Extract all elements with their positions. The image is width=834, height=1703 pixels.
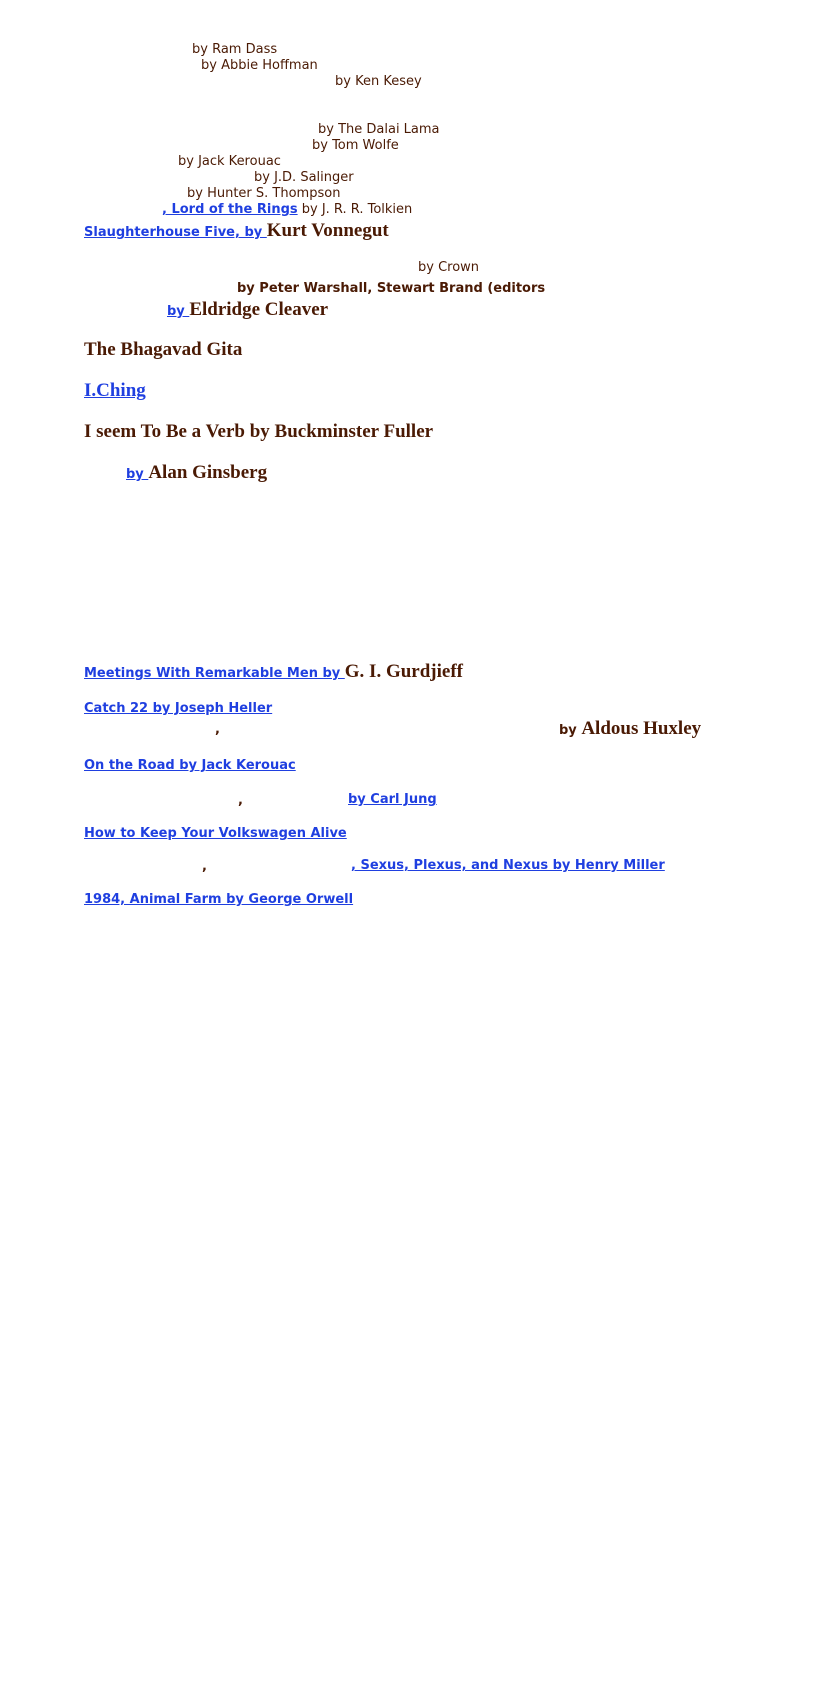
book-line-crown: by Crown (418, 260, 480, 275)
book-line-buckminster-fuller: I seem To Be a Verb by Buckminster Fuller (84, 421, 434, 442)
author-eldridge-cleaver: Eldridge Cleaver (189, 299, 329, 320)
book-link-slaughterhouse-five[interactable]: Slaughterhouse Five, by (84, 225, 267, 240)
book-line-bhagavad-gita: The Bhagavad Gita (84, 339, 243, 360)
author-aldous-huxley: Aldous Huxley (581, 718, 702, 739)
book-line-whole-earth-editors: by Peter Warshall, Stewart Brand (editors (237, 281, 546, 296)
book-line-ken-kesey: by Ken Kesey (335, 74, 422, 89)
book-line-abbie-hoffman: by Abbie Hoffman (201, 58, 318, 73)
author-salinger: by J.D. Salinger (254, 170, 354, 185)
book-line-tolkien (162, 202, 412, 218)
book-line-vonnegut (84, 220, 389, 242)
author-gurdjieff: G. I. Gurdjieff (344, 661, 463, 682)
book-link-i-ching[interactable]: I.Ching (84, 380, 146, 401)
book-line-ram-dass: by Ram Dass (192, 42, 278, 57)
by-huxley: by (559, 723, 582, 738)
author-alan-ginsberg: Alan Ginsberg (148, 462, 268, 483)
book-link-carl-jung[interactable]: by Carl Jung (348, 792, 437, 807)
book-line-hunter-thompson: by Hunter S. Thompson (187, 186, 341, 201)
book-link-on-the-road[interactable]: On the Road by Jack Kerouac (84, 758, 296, 773)
author-kurt-vonnegut: Kurt Vonnegut (266, 220, 389, 241)
book-link-henry-miller[interactable]: , Sexus, Plexus, and Nexus by Henry Miller (351, 858, 665, 873)
book-line-ginsberg (126, 462, 267, 484)
author-tolkien: by J. R. R. Tolkien (297, 202, 413, 217)
book-link-cleaver[interactable]: by (167, 304, 190, 319)
book-link-ginsberg[interactable]: by (126, 467, 149, 482)
comma-jung: , (238, 793, 243, 808)
book-line-dalai-lama: by The Dalai Lama (318, 122, 440, 137)
book-line-tom-wolfe: by Tom Wolfe (312, 138, 399, 153)
book-link-lord-of-the-rings[interactable]: , Lord of the Rings (162, 202, 298, 217)
book-line-jack-kerouac: by Jack Kerouac (178, 154, 281, 169)
book-line-gurdjieff (84, 661, 463, 683)
comma-miller: , (202, 859, 207, 874)
book-link-meetings-remarkable-men[interactable]: Meetings With Remarkable Men by (84, 666, 345, 681)
book-line-salinger (254, 170, 354, 186)
book-link-volkswagen[interactable]: How to Keep Your Volkswagen Alive (84, 826, 347, 841)
book-link-george-orwell[interactable]: 1984, Animal Farm by George Orwell (84, 892, 354, 907)
book-line-huxley (559, 718, 701, 740)
book-line-cleaver (167, 299, 328, 321)
book-link-catch-22[interactable]: Catch 22 by Joseph Heller (84, 701, 273, 716)
comma-huxley: , (215, 722, 220, 737)
